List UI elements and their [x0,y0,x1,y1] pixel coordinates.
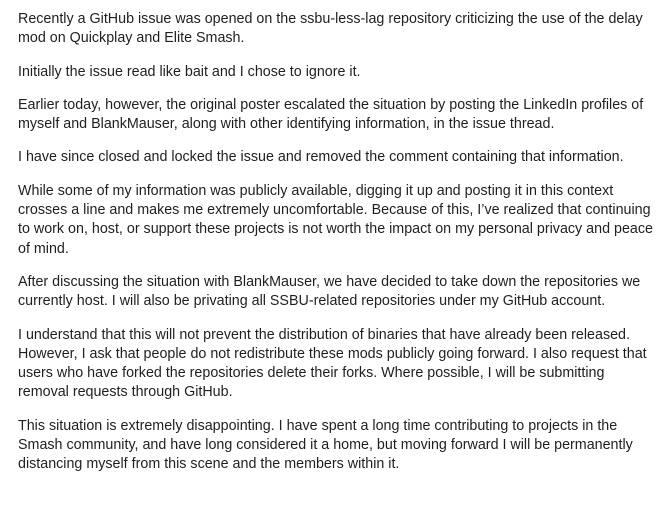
paragraph-repositories-takedown: After discussing the situation with BlankMauser, we have decided to take down the repositories we currently host. I will also be privating all SSBU-related repositories under my GitHub account. [18,273,641,310]
paragraph-privacy-concern: While some of my information was publicly available, digging it up and posting it in this context crosses a line and makes me extremely uncomfortable. Because of this, I’ve realized that continuing to work on, host, or support these projects is not worth the impact on my personal privacy and peace of mind. [18,182,653,257]
paragraph-closing-statement: This situation is extremely disappointing. I have spent a long time contributing to projects in the Smash community, and have long considered it a home, but moving forward I will be permanently distancing myself from this scene and the members within it. [18,417,633,473]
paragraph-issue-locked: I have since closed and locked the issue and removed the comment containing that information. [18,149,624,166]
paragraph-github-issue: Recently a GitHub issue was opened on the ssbu-less-lag repository criticizing the use of the delay mod on Quickplay and Elite Smash. [18,11,643,47]
paragraph-initial-reaction: Initially the issue read like bait and I chose to ignore it. [18,63,361,80]
document-body [18,10,653,489]
paragraph-redistribution-request: I understand that this will not prevent the distribution of binaries that have already been released. However, I ask that people do not redistribute these mods publicly going forward. I also request that users who have forked the repositories delete their forks. Where possible, I will be submitting removal requests through GitHub. [18,326,647,401]
paragraph-escalation: Earlier today, however, the original poster escalated the situation by posting the LinkedIn profiles of myself and BlankMauser, along with other identifying information, in the issue thread. [18,96,644,133]
